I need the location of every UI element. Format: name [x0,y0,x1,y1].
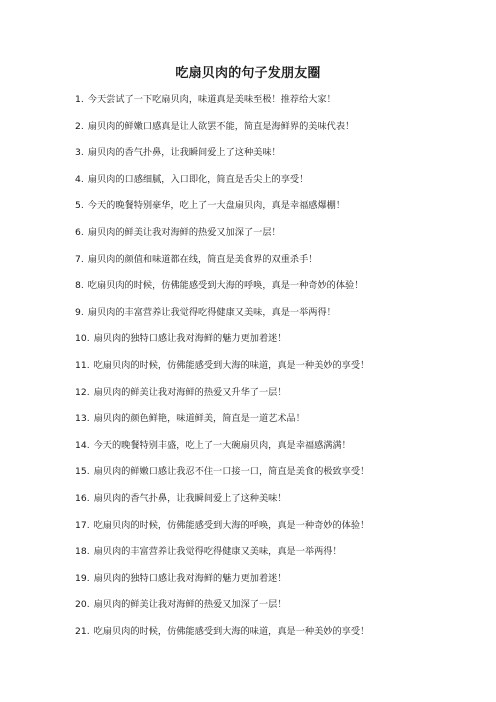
list-item-text: 扇贝肉的丰富营养让我觉得吃得健康又美味，真是一举两得！ [87,306,336,318]
list-item-number: 6. [75,226,84,238]
list-item-text: 吃扇贝肉的时候，仿佛能感受到大海的呼唤，真是一种奇妙的体验！ [93,519,370,531]
list-item [75,307,485,334]
list-item [75,520,485,547]
list-item-number: 11. [75,359,90,371]
list-item-text: 吃扇贝肉的时候，仿佛能感受到大海的呼唤，真是一种奇妙的体验！ [87,280,364,292]
list-item [75,440,485,467]
list-item [75,200,485,227]
sentence-list [75,94,485,652]
list-item-number: 4. [75,173,84,185]
list-item-number: 16. [75,492,90,504]
list-item [75,280,485,307]
list-item-number: 12. [75,386,90,398]
list-item-number: 5. [75,200,84,212]
list-item-text: 扇贝肉的香气扑鼻，让我瞬间爱上了这种美味！ [93,492,287,504]
list-item-number: 20. [75,599,90,611]
list-item-text: 扇贝肉的香气扑鼻，让我瞬间爱上了这种美味！ [87,147,281,159]
list-item-number: 8. [75,280,84,292]
list-item-text: 吃扇贝肉的时候，仿佛能感受到大海的味道，真是一种美妙的享受！ [93,359,370,371]
list-item-text: 扇贝肉的鲜美让我对海鲜的热爱又加深了一层！ [87,226,281,238]
list-item-text: 吃扇贝肉的时候，仿佛能感受到大海的味道，真是一种美妙的享受！ [93,625,370,637]
list-item [75,387,485,414]
list-item-text: 扇贝肉的鲜美让我对海鲜的热爱又升华了一层！ [93,386,287,398]
list-item-text: 扇贝肉的丰富营养让我觉得吃得健康又美味，真是一举两得！ [93,546,342,558]
list-item [75,626,485,653]
list-item-text: 扇贝肉的独特口感让我对海鲜的魅力更加着迷！ [93,572,287,584]
list-item-number: 21. [75,625,90,637]
list-item [75,121,485,148]
list-item-text: 今天的晚餐特别豪华，吃上了一大盘扇贝肉，真是幸福感爆棚！ [87,200,346,212]
list-item-number: 2. [75,120,84,132]
list-item-number: 19. [75,572,90,584]
list-item [75,94,485,121]
list-item-text: 扇贝肉的鲜美让我对海鲜的热爱又加深了一层！ [93,599,287,611]
list-item-text: 今天尝试了一下吃扇贝肉，味道真是美味至极！推荐给大家！ [87,94,336,105]
list-item [75,546,485,573]
list-item-number: 3. [75,147,84,159]
list-item [75,147,485,174]
list-item [75,174,485,201]
list-item-text: 扇贝肉的鲜嫩口感让我忍不住一口接一口，简直是美食的极致享受！ [93,466,370,478]
page-title: 吃扇贝肉的句子发朋友圈 [175,66,321,81]
list-item-text: 扇贝肉的颜值和味道都在线，简直是美食界的双重杀手！ [87,253,318,265]
list-item-number: 7. [75,253,84,265]
list-item [75,599,485,626]
list-item [75,254,485,281]
list-item-text: 扇贝肉的鲜嫩口感真是让人欲罢不能，简直是海鲜界的美味代表！ [87,120,355,132]
list-item-number: 10. [75,333,90,345]
list-item-number: 18. [75,546,90,558]
list-item-text: 扇贝肉的口感细腻，入口即化，简直是舌尖上的享受！ [87,173,309,185]
list-item-number: 1. [75,94,84,105]
list-item [75,413,485,440]
list-item-text: 扇贝肉的独特口感让我对海鲜的魅力更加着迷！ [93,333,287,345]
list-item-number: 14. [75,439,90,451]
list-item-number: 9. [75,306,84,318]
list-item [75,227,485,254]
list-item [75,573,485,600]
list-item [75,466,485,493]
list-item [75,333,485,360]
list-item-number: 15. [75,466,90,478]
list-item-text: 扇贝肉的颜色鲜艳，味道鲜美，简直是一道艺术品！ [93,413,305,425]
list-item [75,360,485,387]
list-item-text: 今天的晚餐特别丰盛，吃上了一大碗扇贝肉，真是幸福感满满！ [93,439,351,451]
list-item-number: 13. [75,413,90,425]
list-item-number: 17. [75,519,90,531]
list-item [75,493,485,520]
